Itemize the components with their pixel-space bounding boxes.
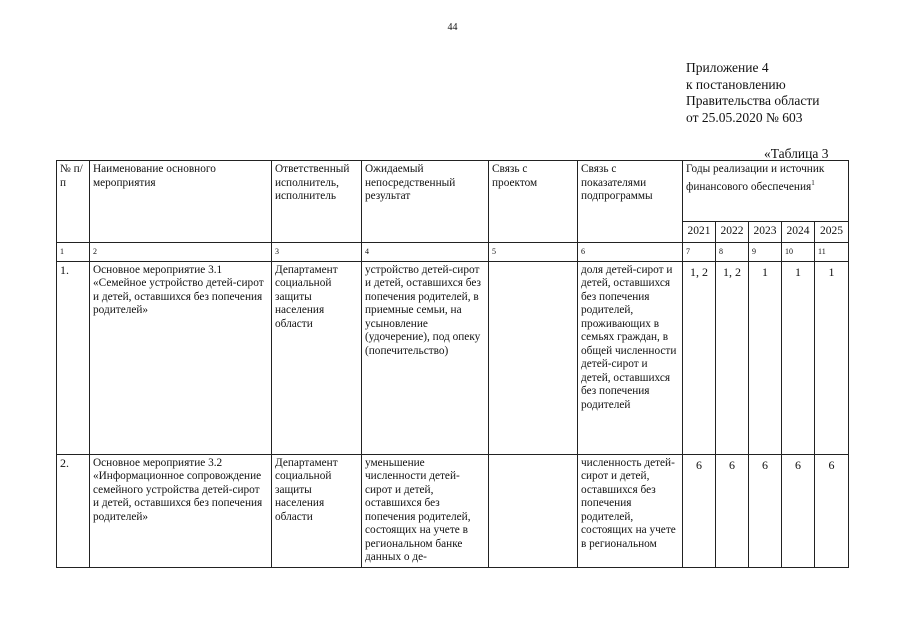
column-number: 8	[716, 242, 749, 261]
column-number: 10	[782, 242, 815, 261]
year-value: 6	[716, 454, 749, 567]
column-number: 6	[578, 242, 683, 261]
header-project-link: Связь с проектом	[489, 161, 578, 243]
table-row	[57, 454, 849, 567]
year-value: 6	[815, 454, 849, 567]
column-number: 1	[57, 242, 90, 261]
year-2025: 2025	[815, 222, 849, 243]
column-number: 5	[489, 242, 578, 261]
project-link	[489, 261, 578, 454]
header-indicator-link: Связь с показателями подпрограммы	[578, 161, 683, 243]
activity-name: Основное мероприятие 3.2 «Информационное сопровождение семейного устройства детей-сирот и детей, оставшихся без попечения родителей»	[90, 454, 272, 567]
header-row	[57, 161, 849, 222]
expected-result: устройство детей-сирот и детей, оставшихся без попечения родителей, в приемные семьи, на усыновление (удочерение), под опеку (попечительство)	[362, 261, 489, 454]
appendix-line: Правительства области	[686, 93, 820, 108]
row-number: 2.	[57, 454, 90, 567]
executor: Департамент социальной защиты населения области	[272, 261, 362, 454]
column-number: 2	[90, 242, 272, 261]
project-link	[489, 454, 578, 567]
header-years	[683, 161, 849, 222]
activity-name: Основное мероприятие 3.1 «Семейное устройство детей-сирот и детей, оставшихся без попечения родителей»	[90, 261, 272, 454]
year-value: 1	[749, 261, 782, 454]
activities-table	[56, 160, 849, 568]
year-value: 6	[749, 454, 782, 567]
table-row	[57, 261, 849, 454]
indicator-link: доля детей-сирот и детей, оставшихся без попечения родителей, проживающих в семьях граждан, в общей численности детей-сирот и детей, оставшихся без попечения родителей	[578, 261, 683, 454]
appendix-block	[686, 60, 819, 126]
header-years-text: Годы реализации и источник финансового обеспечения	[686, 163, 825, 193]
header-name: Наименование основного мероприятия	[90, 161, 272, 243]
year-value: 1	[782, 261, 815, 454]
year-2021: 2021	[683, 222, 716, 243]
page-number: 44	[447, 22, 458, 33]
year-value: 1, 2	[683, 261, 716, 454]
year-2023: 2023	[749, 222, 782, 243]
appendix-line: к постановлению	[686, 76, 786, 92]
column-number: 3	[272, 242, 362, 261]
row-number: 1.	[57, 261, 90, 454]
column-number: 4	[362, 242, 489, 261]
appendix-line: от 25.05.2020 № 603	[686, 109, 803, 125]
indicator-link: численность детей-сирот и детей, оставшихся без попечения родителей, состоящих на учете в региональном	[578, 454, 683, 567]
column-number-row	[57, 242, 849, 261]
executor: Департамент социальной защиты населения области	[272, 454, 362, 567]
year-value: 6	[683, 454, 716, 567]
appendix-line: Приложение 4	[686, 60, 769, 75]
year-value: 6	[782, 454, 815, 567]
column-number: 9	[749, 242, 782, 261]
year-value: 1, 2	[716, 261, 749, 454]
footnote-mark: 1	[811, 178, 815, 187]
table-caption: «Таблица 3	[764, 146, 829, 161]
header-result: Ожидаемый непосредственный результат	[362, 161, 489, 243]
header-executor: Ответственный исполнитель, исполнитель	[272, 161, 362, 243]
year-value: 1	[815, 261, 849, 454]
expected-result: уменьшение численности детей-сирот и детей, оставшихся без попечения родителей, состоящих на учете в региональном банке данных о де-	[362, 454, 489, 567]
column-number: 11	[815, 242, 849, 261]
header-num: № п/п	[57, 161, 90, 243]
column-number: 7	[683, 242, 716, 261]
year-2022: 2022	[716, 222, 749, 243]
year-2024: 2024	[782, 222, 815, 243]
